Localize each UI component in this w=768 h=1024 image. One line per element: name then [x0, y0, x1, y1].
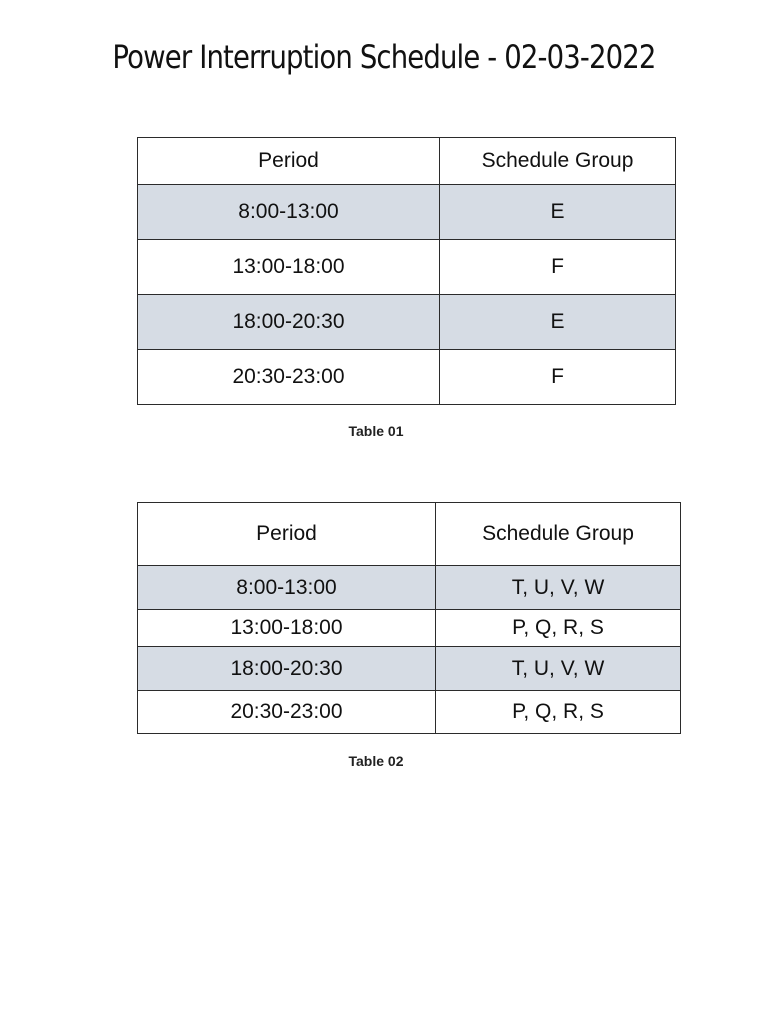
table-row	[138, 240, 676, 295]
period-cell: 18:00-20:30	[138, 647, 436, 691]
group-cell: F	[440, 350, 676, 405]
group-cell: T, U, V, W	[436, 647, 681, 691]
table-row	[138, 350, 676, 405]
header-schedule-group: Schedule Group	[436, 503, 681, 566]
period-cell: 8:00-13:00	[138, 185, 440, 240]
header-period: Period	[138, 503, 436, 566]
group-cell: E	[440, 185, 676, 240]
group-cell: E	[440, 295, 676, 350]
table-row	[138, 610, 681, 647]
period-cell: 13:00-18:00	[138, 240, 440, 295]
table-row	[138, 295, 676, 350]
table-caption-2: Table 02	[348, 753, 404, 769]
period-cell: 20:30-23:00	[138, 350, 440, 405]
group-cell: T, U, V, W	[436, 566, 681, 610]
table-row	[138, 566, 681, 610]
schedule-table-1	[137, 137, 676, 405]
page-title: Power Interruption Schedule - 02-03-2022	[112, 38, 656, 76]
group-cell: F	[440, 240, 676, 295]
period-cell: 20:30-23:00	[138, 691, 436, 734]
schedule-table-2	[137, 502, 681, 734]
table-row	[138, 647, 681, 691]
table-header-row	[138, 138, 676, 185]
table-row	[138, 185, 676, 240]
group-cell: P, Q, R, S	[436, 691, 681, 734]
period-cell: 18:00-20:30	[138, 295, 440, 350]
header-period: Period	[138, 138, 440, 185]
group-cell: P, Q, R, S	[436, 610, 681, 647]
period-cell: 13:00-18:00	[138, 610, 436, 647]
period-cell: 8:00-13:00	[138, 566, 436, 610]
table-row	[138, 691, 681, 734]
header-schedule-group: Schedule Group	[440, 138, 676, 185]
table-header-row	[138, 503, 681, 566]
table-caption-1: Table 01	[348, 423, 404, 439]
